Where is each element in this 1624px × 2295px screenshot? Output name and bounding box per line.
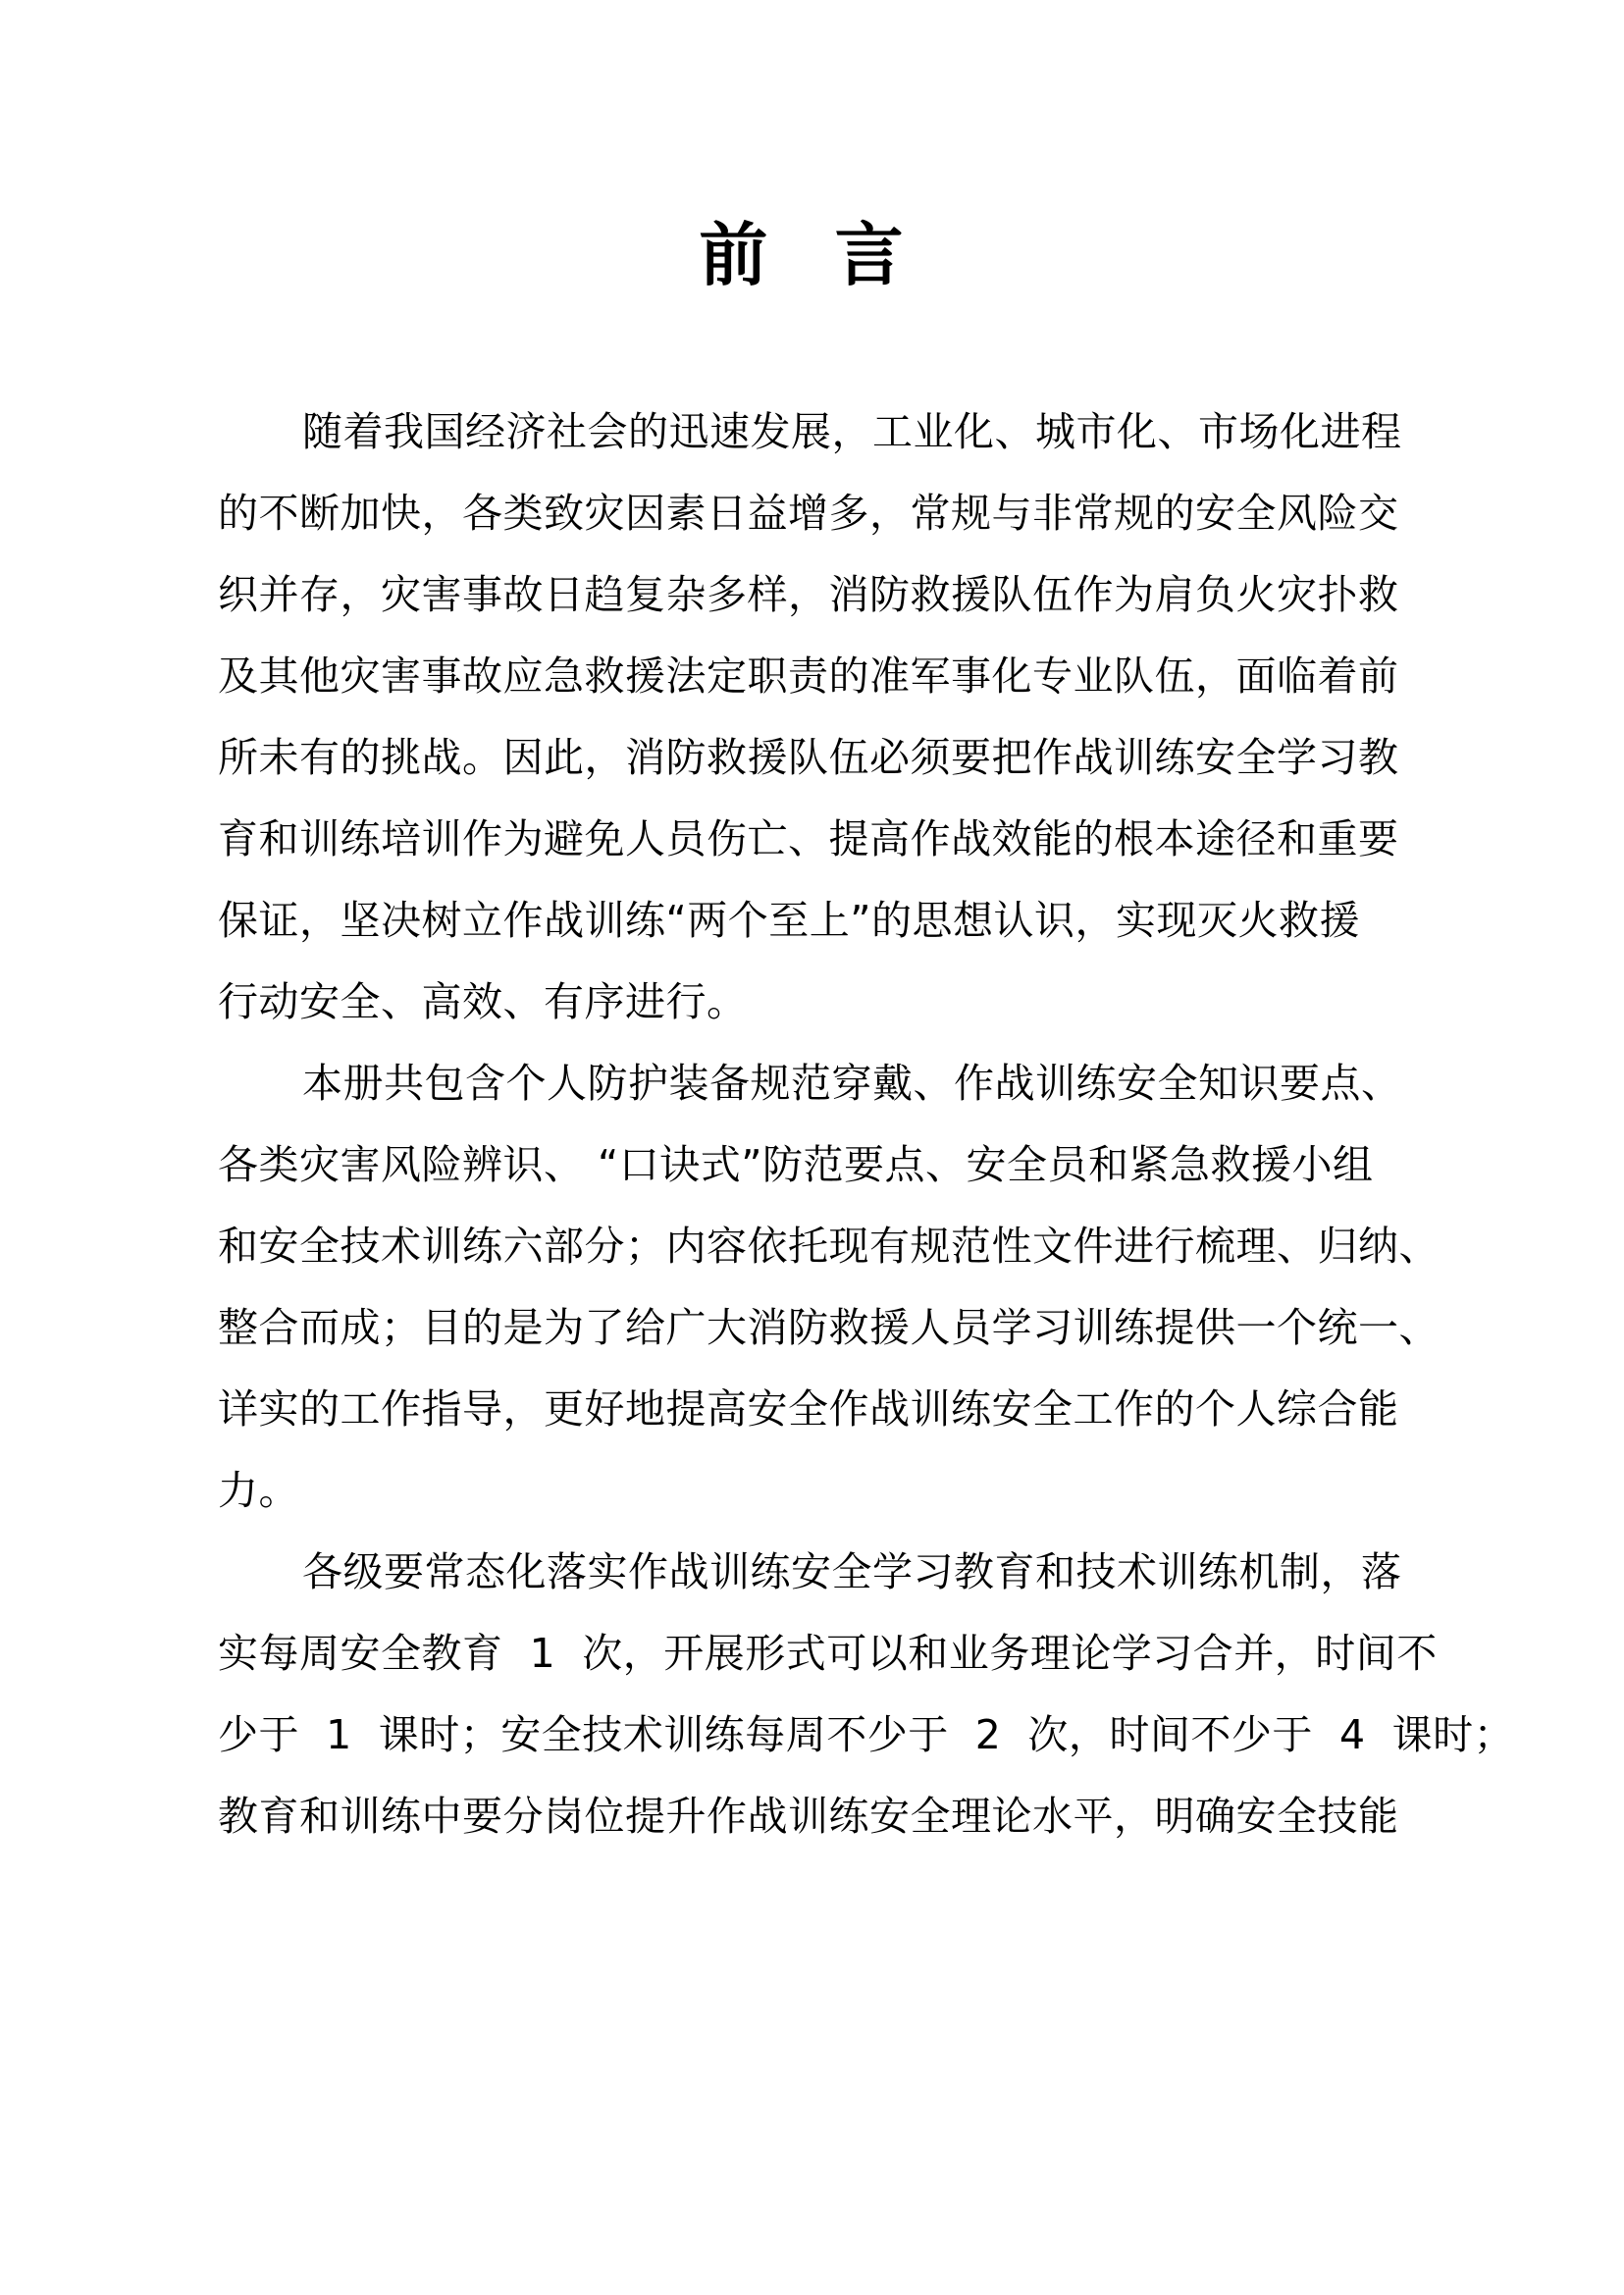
paragraph-2-line-1: 本册共包含个人防护装备规范穿戴、作战训练安全知识要点、 <box>302 1060 1402 1107</box>
paragraph-2-line-2: 各类灾害风险辨识、 “口诀式”防范要点、安全员和紧急救援小组 <box>218 1141 1374 1188</box>
paragraph-1-line-1: 随着我国经济社会的迅速发展，工业化、城市化、市场化进程 <box>302 408 1402 455</box>
paragraph-3-line-4: 教育和训练中要分岗位提升作战训练安全理论水平，明确安全技能 <box>218 1793 1399 1840</box>
paragraph-2-line-3: 和安全技术训练六部分；内容依托现有规范性文件进行梳理、归纳、 <box>218 1223 1440 1270</box>
paragraph-3-line-3: 少于 1 课时；安全技术训练每周不少于 2 次，时间不少于 4 课时； <box>218 1711 1515 1758</box>
paragraph-2-line-6: 力。 <box>218 1467 299 1514</box>
paragraph-2-line-4: 整合而成；目的是为了给广大消防救援人员学习训练提供一个统一、 <box>218 1304 1440 1351</box>
paragraph-2-line-5: 详实的工作指导，更好地提高安全作战训练安全工作的个人综合能 <box>218 1385 1399 1433</box>
paragraph-1-line-6: 育和训练培训作为避免人员伤亡、提高作战效能的根本途径和重要 <box>218 815 1399 862</box>
paragraph-1-line-2: 的不断加快，各类致灾因素日益增多，常规与非常规的安全风险交 <box>218 490 1399 537</box>
page-title: 前 言 <box>699 215 925 295</box>
paragraph-1-line-4: 及其他灾害事故应急救援法定职责的准军事化专业队伍，面临着前 <box>218 652 1399 700</box>
paragraph-3-line-1: 各级要常态化落实作战训练安全学习教育和技术训练机制，落 <box>302 1548 1402 1595</box>
paragraph-1-line-7: 保证，坚决树立作战训练“两个至上”的思想认识，实现灭火救援 <box>218 897 1360 944</box>
paragraph-3-line-2: 实每周安全教育 1 次，开展形式可以和业务理论学习合并，时间不 <box>218 1630 1438 1677</box>
paragraph-1-line-3: 织并存，灾害事故日趋复杂多样，消防救援队伍作为肩负火灾扑救 <box>218 571 1399 618</box>
paragraph-1-line-8: 行动安全、高效、有序进行。 <box>218 978 748 1025</box>
paragraph-1-line-5: 所未有的挑战。因此，消防救援队伍必须要把作战训练安全学习教 <box>218 734 1399 781</box>
